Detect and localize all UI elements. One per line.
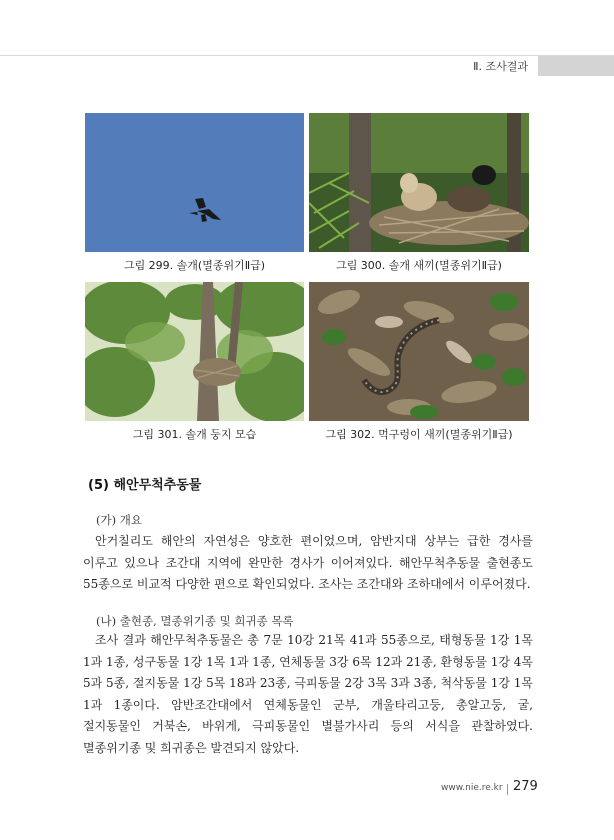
paragraph-line: 이루고 있으나 조간대 지역에 완만한 경사가 이어져있다. 해안무척추동물 출현종도 [83,555,533,570]
subsection-na-heading: (나) 출현종, 멸종위기종 및 희귀종 목록 [96,614,294,628]
paragraph-line: 안거칠리도 해안의 자연성은 양호한 편이었으며, 암반지대 상부는 급한 경사를 [95,534,533,548]
figure-299-photo [85,113,304,252]
paragraph-line: 5과 5종, 절지동물 1강 5목 18과 23종, 극피동물 2강 3목 3과 3종, 척삭동물 1강 1목 [83,676,533,691]
header-section-label: Ⅱ. 조사결과 [473,60,528,73]
footer-url: www.nie.re.kr [441,783,503,793]
subsection-ga-heading: (가) 개요 [96,513,142,527]
paragraph-na [83,630,533,760]
paragraph-line: 55종으로 비교적 다양한 편으로 확인되었다. 조사는 조간대와 조하대에서 이루어졌다. [83,577,531,592]
figure-300-caption: 그림 300. 솔개 새끼(멸종위기Ⅱ급) [336,259,502,272]
figure-299-caption: 그림 299. 솔개(멸종위기Ⅱ급) [123,259,266,272]
figure-302-caption: 그림 302. 먹구렁이 새끼(멸종위기Ⅱ급) [325,428,513,441]
paragraph-ga [83,531,533,596]
paragraph-line: 1과 1종, 성구동물 1강 1목 1과 1종, 연체동물 3강 6목 12과 21종, 환형동물 1강 4목 [83,654,533,669]
page-number: 279 [513,779,538,794]
footer-divider [507,784,508,795]
figure-300-photo [309,113,529,252]
figure-301-photo [85,282,304,421]
figure-301-caption: 그림 301. 솔개 둥지 모습 [132,428,257,441]
paragraph-line: 조사 결과 해안무척추동물은 총 7문 10강 21목 41과 55종으로, 태형동물 1강 1목 [95,633,533,647]
paragraph-line: 절지동물인 거북손, 바위게, 극피동물인 별불가사리 등의 서식을 관찰하였다. [83,719,533,734]
header-tab-block [538,56,614,76]
paragraph-line: 멸종위기종 및 희귀종은 발견되지 않았다. [83,740,300,755]
section-title: (5) 해안무척추동물 [88,478,202,493]
figure-302-photo [309,282,529,421]
paragraph-line: 1과 1종이다. 암반조간대에서 연체동물인 군부, 개울타리고둥, 총알고둥, 굴, [83,697,533,712]
